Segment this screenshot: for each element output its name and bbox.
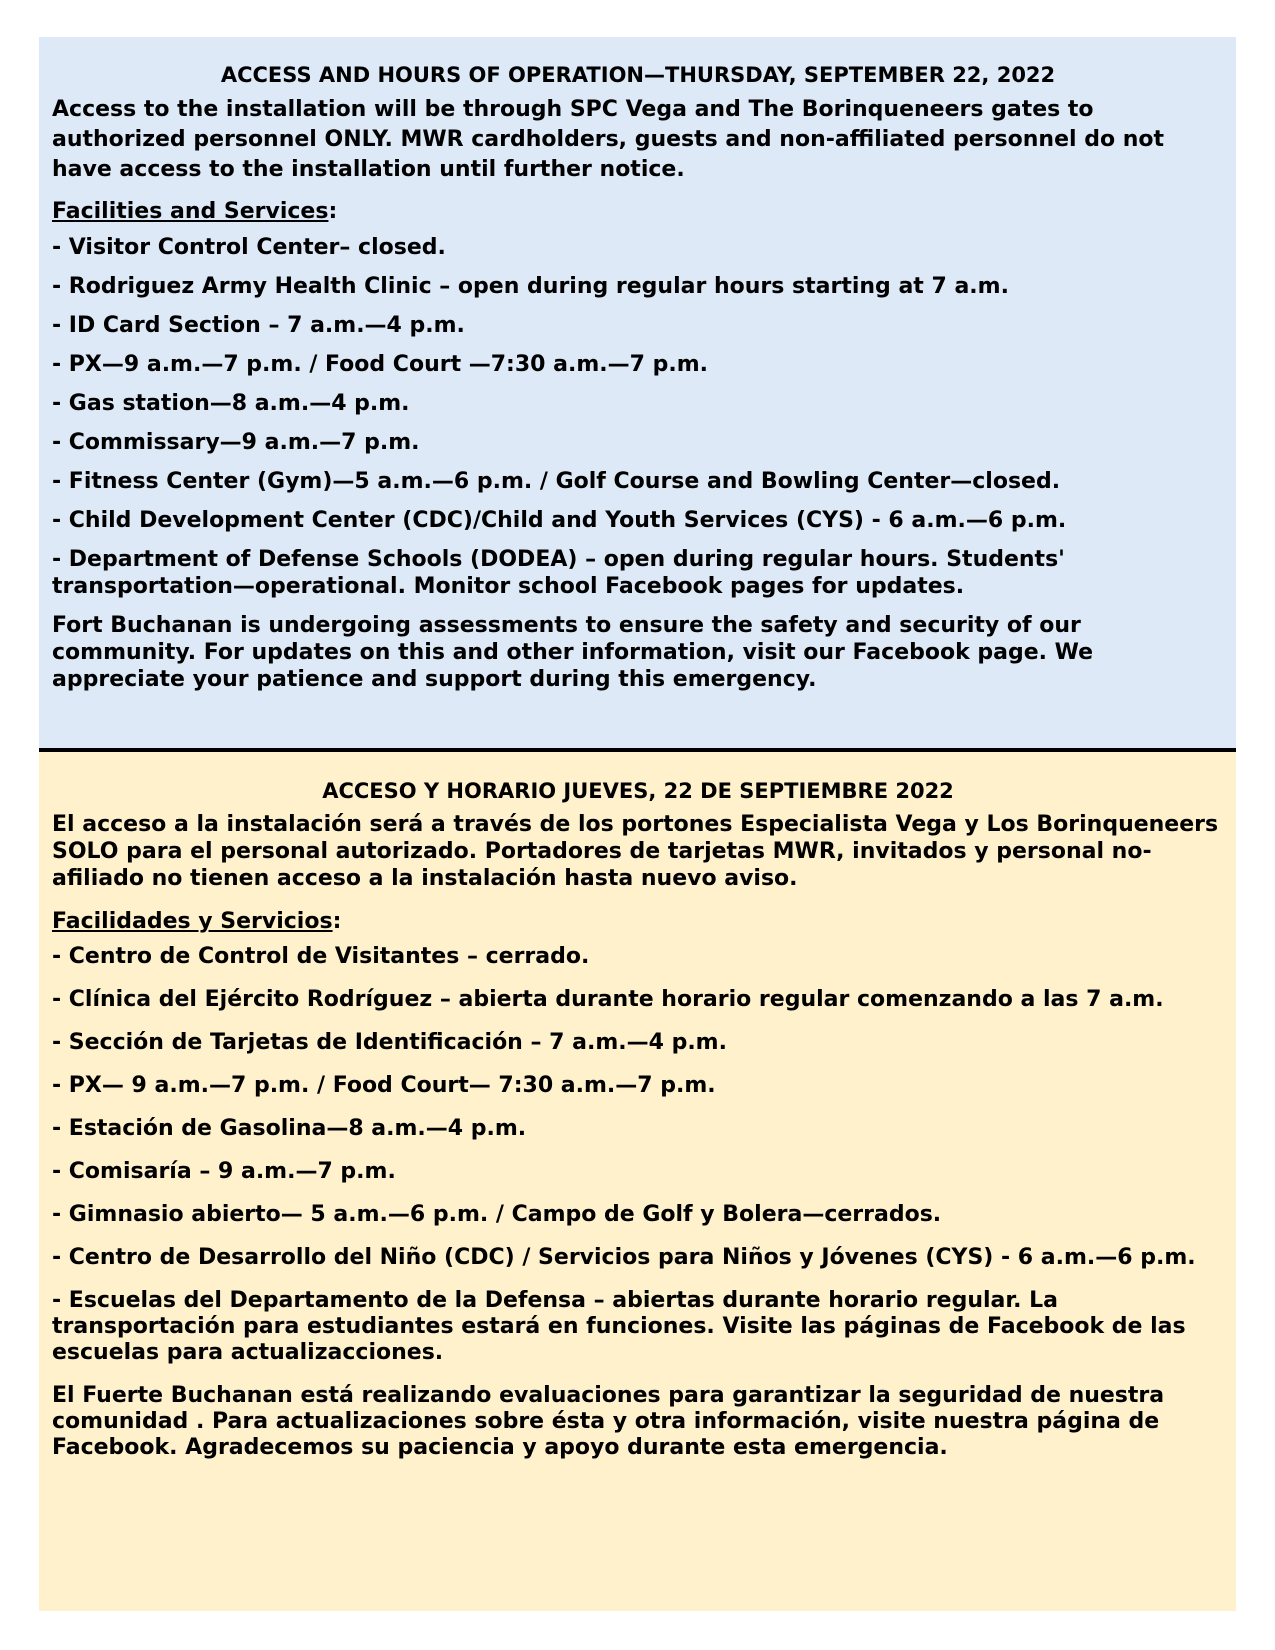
spanish-item-gym: - Gimnasio abierto— 5 a.m.—6 p.m. / Campo de Golf y Bolera—cerrados.	[52, 1202, 942, 1227]
english-access-text: Access to the installation will be through SPC Vega and The Borinqueneers gates to authorized personnel ONLY. MWR cardholders, guests and non-affiliated personnel do not have access to the installation until further notice.	[52, 97, 1165, 182]
english-closing-text: Fort Buchanan is undergoing assessments to ensure the safety and security of our community. For updates on this and other information, visit our Facebook page. We appreciate your patience and support during this emergency.	[52, 613, 1094, 692]
english-facilities-heading	[52, 197, 1224, 227]
english-item-commissary: - Commissary—9 a.m.—7 p.m.	[52, 430, 420, 455]
english-item-id-card: - ID Card Section – 7 a.m.—4 p.m.	[52, 313, 465, 338]
spanish-item-id-card: - Sección de Tarjetas de Identificación – 7 a.m.—4 p.m.	[52, 1030, 727, 1055]
spanish-item-child-development: - Centro de Desarrollo del Niño (CDC) / Servicios para Niños y Jóvenes (CYS) - 6 a.m.—6 p.m.	[52, 1245, 1196, 1270]
english-item-health-clinic: - Rodriguez Army Health Clinic – open during regular hours starting at 7 a.m.	[52, 274, 1009, 299]
spanish-facilities-label: Facilidades y Servicios	[52, 909, 333, 934]
english-item-fitness-center: - Fitness Center (Gym)—5 a.m.—6 p.m. / Golf Course and Bowling Center—closed.	[52, 469, 1061, 494]
spanish-facilities-heading	[52, 907, 1224, 937]
spanish-item-px: - PX— 9 a.m.—7 p.m. / Food Court— 7:30 a.m.—7 p.m.	[52, 1073, 716, 1098]
spanish-item-visitor-center: - Centro de Control de Visitantes – cerrado.	[52, 944, 590, 969]
english-facilities-label: Facilities and Services	[52, 199, 329, 224]
spanish-item-commissary: - Comisaría – 9 a.m.—7 p.m.	[52, 1159, 396, 1184]
spanish-title: ACCESO Y HORARIO JUEVES, 22 DE SEPTIEMBRE 2022	[322, 779, 954, 803]
spanish-closing-text: El Fuerte Buchanan está realizando evaluaciones para garantizar la seguridad de nuestra comunidad . Para actualizaciones sobre ésta y otra información, visite nuestra página de Facebook. Agradecemos su paciencia y apoyo durante esta emergencia.	[52, 1383, 1165, 1460]
english-title: ACCESS AND HOURS OF OPERATION—THURSDAY, SEPTEMBER 22, 2022	[220, 63, 1056, 87]
spanish-item-dodea-schools: - Escuelas del Departamento de la Defensa – abiertas durante horario regular. La transportación para estudiantes estará en funciones. Visite las páginas de Facebook de las escuelas para actualizacciones.	[52, 1288, 1186, 1365]
spanish-notice-panel	[39, 752, 1236, 1611]
english-item-px: - PX—9 a.m.—7 p.m. / Food Court —7:30 a.m.—7 p.m.	[52, 352, 708, 377]
english-item-gas-station: - Gas station—8 a.m.—4 p.m.	[52, 391, 410, 416]
spanish-access-text: El acceso a la instalación será a través de los portones Especialista Vega y Los Borinqueneers SOLO para el personal autorizado. Portadores de tarjetas MWR, invitados y personal no-afiliado no tienen acceso a la instalación hasta nuevo aviso.	[52, 812, 1219, 891]
spanish-item-gas-station: - Estación de Gasolina—8 a.m.—4 p.m.	[52, 1116, 527, 1141]
spanish-item-health-clinic: - Clínica del Ejército Rodríguez – abierta durante horario regular comenzando a las 7 a.m.	[52, 987, 1164, 1012]
english-item-visitor-center: - Visitor Control Center– closed.	[52, 235, 446, 260]
english-item-child-development: - Child Development Center (CDC)/Child and Youth Services (CYS) - 6 a.m.—6 p.m.	[52, 508, 1067, 533]
english-facilities-colon: :	[328, 199, 338, 224]
english-notice-panel	[39, 37, 1236, 749]
spanish-facilities-colon: :	[332, 909, 342, 934]
english-item-dodea-schools: - Department of Defense Schools (DODEA) – open during regular hours. Students' transportation—operational. Monitor school Facebook pages for updates.	[52, 547, 1065, 599]
